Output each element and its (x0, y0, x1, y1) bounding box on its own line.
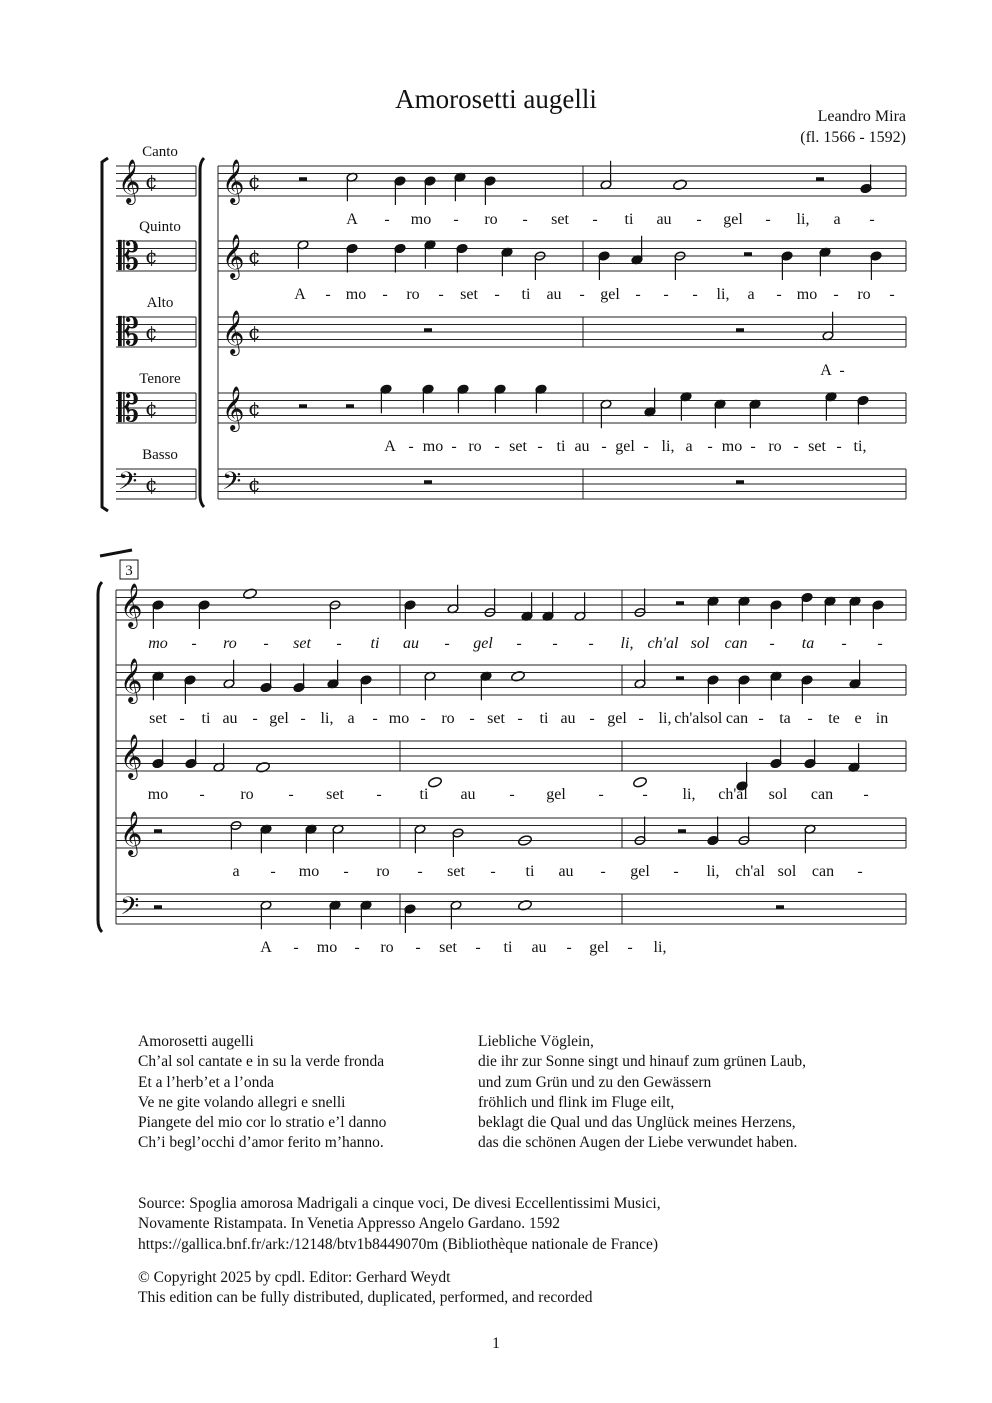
poem-german-line: und zum Grün und zu den Gewässern (478, 1073, 712, 1091)
lyric-hyphen: - (793, 438, 799, 455)
lyric-hyphen: - (453, 211, 459, 228)
source-line: Source: Spoglia amorosa Madrigali a cinque voci, De divesi Eccellentissimi Musici, (138, 1195, 661, 1212)
lyric-syllable: in (875, 710, 889, 727)
poem-italian-line: Ch’i begl’occhi d’amor ferito m’hanno. (138, 1134, 384, 1152)
lyric-syllable: a (747, 286, 755, 303)
lyric-syllable: ti (624, 211, 634, 228)
rest-mark (736, 480, 744, 484)
lyric-syllable: au (558, 863, 574, 880)
lyric-hyphen: - (601, 438, 607, 455)
lyric-hyphen: - (673, 863, 679, 880)
bass-clef-icon: 𝄢 (222, 467, 242, 502)
lyric-hyphen: - (589, 710, 595, 727)
lyric-hyphen: - (877, 635, 883, 652)
lyric-hyphen: - (579, 286, 585, 303)
lyric-hyphen: - (839, 362, 845, 379)
cut-time-icon: ¢ (145, 244, 158, 268)
rest-mark (299, 177, 307, 181)
lyric-hyphen: - (696, 211, 702, 228)
lyric-syllable: ti (419, 786, 429, 803)
lyric-syllable: a (833, 211, 841, 228)
page-title: Amorosetti augelli (395, 84, 597, 114)
lyric-hyphen: - (765, 211, 771, 228)
lyric-syllable: set (808, 438, 826, 455)
lyric-syllable: set (149, 710, 167, 727)
treble-clef-icon: 𝄞 (118, 159, 141, 203)
lyric-syllable: li, (796, 211, 810, 228)
lyric-hyphen: - (469, 710, 475, 727)
lyric-syllable: au (546, 286, 562, 303)
poem-italian-line: Ch’al sol cantate e in su la verde fronda (138, 1053, 385, 1071)
lyric-hyphen: - (841, 635, 847, 652)
cut-time-icon: ¢ (248, 169, 261, 193)
lyric-hyphen: - (836, 438, 842, 455)
lyric-syllable: set (293, 635, 311, 652)
lyric-syllable: set (487, 710, 505, 727)
cut-time-icon: ¢ (248, 244, 261, 268)
lyric-syllable: ro (380, 939, 394, 956)
lyric-syllable: gel (630, 863, 650, 880)
lyric-hyphen: - (354, 939, 360, 956)
rest-mark (346, 404, 354, 408)
rest-mark (676, 601, 684, 605)
voice-name: Basso (142, 447, 178, 463)
poem-italian-line: Ve ne gite volando allegri e snelli (138, 1093, 346, 1111)
page-number: 1 (492, 1335, 500, 1352)
lyric-syllable: set (551, 211, 569, 228)
lyric-syllable: mo (316, 939, 338, 956)
cut-time-icon: ¢ (145, 396, 158, 420)
lyric-syllable: ti (539, 710, 549, 727)
lyric-syllable: A (384, 438, 396, 455)
poem-german-line: das die schönen Augen der Liebe verwundet haben. (478, 1134, 798, 1152)
lyric-syllable: li, (320, 710, 334, 727)
lyric-syllable: ro (768, 438, 782, 455)
lyric-syllable: ch'al (718, 786, 748, 803)
lyric-syllable: ti (370, 635, 380, 652)
lyric-syllable: li, (653, 939, 667, 956)
poem-german-line: fröhlich und flink im Fluge eilt, (478, 1093, 675, 1111)
rest-mark (678, 829, 686, 833)
lyric-syllable: au (656, 211, 672, 228)
lyric-hyphen: - (758, 710, 764, 727)
lyric-syllable: li, (658, 710, 672, 727)
lyric-syllable: li, (620, 635, 634, 652)
lyric-hyphen: - (420, 710, 426, 727)
lyric-syllable: ro (441, 710, 455, 727)
lyric-hyphen: - (522, 211, 528, 228)
lyric-hyphen: - (475, 939, 481, 956)
lyric-hyphen: - (643, 438, 649, 455)
rest-mark (424, 480, 432, 484)
lyric-hyphen: - (270, 863, 276, 880)
lyric-syllable: mo (388, 710, 410, 727)
lyric-syllable: sol (777, 863, 797, 880)
lyric-syllable: gel (269, 710, 289, 727)
lyric-hyphen: - (438, 286, 444, 303)
lyric-syllable: mo (796, 286, 818, 303)
lyric-syllable: mo (298, 863, 320, 880)
lyric-hyphen: - (769, 635, 775, 652)
rest-mark (736, 328, 744, 332)
rest-mark (744, 252, 752, 256)
lyric-syllable: ro (223, 635, 237, 652)
rest-mark (676, 676, 684, 680)
poem-german-line: die ihr zur Sonne singt und hinauf zum grünen Laub, (478, 1053, 807, 1071)
lyric-syllable: li, (706, 863, 720, 880)
lyric-hyphen: - (382, 286, 388, 303)
lyric-hyphen: - (889, 286, 895, 303)
lyric-syllable: gel (589, 939, 609, 956)
note-head (428, 776, 443, 788)
lyric-syllable: set (447, 863, 465, 880)
cut-time-icon: ¢ (145, 320, 158, 344)
treble-clef-icon: 𝄞 (222, 159, 245, 203)
rest-mark (154, 829, 162, 833)
lyric-syllable: au (222, 710, 238, 727)
lyric-syllable: ti (201, 710, 211, 727)
lyric-hyphen: - (444, 635, 450, 652)
lyric-syllable: can (811, 863, 835, 880)
copyright-line: © Copyright 2025 by cpdl. Editor: Gerhard Weydt (138, 1269, 451, 1286)
lyric-hyphen: - (642, 786, 648, 803)
lyric-hyphen: - (384, 211, 390, 228)
lyric-hyphen: - (376, 786, 382, 803)
treble-clef-icon: 𝄞 (222, 386, 245, 430)
treble-clef-icon: 𝄞 (120, 811, 143, 855)
voice-name: Tenore (139, 371, 181, 387)
lyric-syllable: ch'al (735, 863, 765, 880)
lyric-hyphen: - (372, 710, 378, 727)
lyric-syllable: A (346, 211, 358, 228)
lyric-syllable: a (232, 863, 240, 880)
source-link[interactable]: https://gallica.bnf.fr/ark:/12148/btv1b8449070m (Bibliothèque nationale de France) (138, 1235, 658, 1253)
cut-time-icon: ¢ (145, 169, 158, 193)
rest-mark (299, 404, 307, 408)
lyric-syllable: mo (410, 211, 432, 228)
lyric-syllable: ti (521, 286, 531, 303)
lyric-hyphen: - (663, 286, 669, 303)
copyright-note (138, 1268, 593, 1309)
treble-clef-icon: 𝄞 (222, 310, 245, 354)
lyric-syllable: ti, (853, 438, 867, 455)
lyric-syllable: ch'al (674, 710, 704, 727)
lyric-hyphen: - (325, 286, 331, 303)
lyric-hyphen: - (199, 786, 205, 803)
lyric-syllable: au (560, 710, 576, 727)
lyric-syllable: ro (240, 786, 254, 803)
lyric-hyphen: - (494, 286, 500, 303)
cut-time-icon: ¢ (248, 396, 261, 420)
source-note (138, 1194, 661, 1255)
lyric-hyphen: - (509, 786, 515, 803)
lyric-hyphen: - (833, 286, 839, 303)
bass-clef-icon: 𝄢 (118, 467, 138, 502)
lyric-syllable: mo (721, 438, 743, 455)
composer-name: Leandro Mira (817, 108, 906, 125)
treble-clef-icon: 𝄞 (222, 234, 245, 278)
lyric-syllable: au (403, 635, 419, 652)
lyric-hyphen: - (494, 438, 500, 455)
lyric-hyphen: - (288, 786, 294, 803)
cut-time-icon: ¢ (248, 320, 261, 344)
lyric-hyphen: - (490, 863, 496, 880)
lyric-syllable: a (685, 438, 693, 455)
lyric-hyphen: - (408, 438, 414, 455)
lyric-syllable: a (347, 710, 355, 727)
lyric-syllable: te (828, 710, 840, 727)
lyric-syllable: can (725, 710, 749, 727)
lyric-hyphen: - (537, 438, 543, 455)
lyric-hyphen: - (252, 710, 258, 727)
license-line: This edition can be fully distributed, duplicated, performed, and recorded (138, 1289, 593, 1307)
alto-clef-icon: 𝄡 (118, 386, 140, 430)
lyric-syllable: A (294, 286, 306, 303)
lyric-syllable: ta (801, 635, 815, 652)
lyric-syllable: set (460, 286, 478, 303)
lyric-hyphen: - (627, 939, 633, 956)
measure-number: 3 (125, 563, 133, 579)
lyric-syllable: ro (468, 438, 482, 455)
lyric-syllable: mo (422, 438, 444, 455)
lyric-hyphen: - (516, 635, 522, 652)
voice-name: Quinto (139, 219, 181, 235)
lyric-syllable: gel (607, 710, 627, 727)
rest-mark (816, 177, 824, 181)
lyric-hyphen: - (417, 863, 423, 880)
bass-clef-icon: 𝄢 (120, 892, 140, 927)
lyric-syllable: e (854, 710, 862, 727)
lyric-hyphen: - (566, 939, 572, 956)
lyric-syllable: can (810, 786, 834, 803)
system-2 (98, 550, 906, 956)
lyric-hyphen: - (807, 710, 813, 727)
cut-time-icon: ¢ (145, 472, 158, 496)
system-bracket-top (100, 550, 132, 556)
lyric-hyphen: - (600, 863, 606, 880)
lyric-hyphen: - (692, 286, 698, 303)
lyric-syllable: ta (779, 710, 791, 727)
lyric-syllable: gel (473, 635, 493, 652)
lyric-hyphen: - (300, 710, 306, 727)
poem-german-line: Liebliche Vöglein, (478, 1033, 594, 1050)
lyric-hyphen: - (336, 635, 342, 652)
source-line: Novamente Ristampata. In Venetia Appresso Angelo Gardano. 1592 (138, 1215, 560, 1233)
alto-clef-icon: 𝄡 (118, 234, 140, 278)
lyric-syllable: gel (600, 286, 620, 303)
lyric-syllable: li, (682, 786, 696, 803)
lyric-syllable: ti (503, 939, 513, 956)
rest-mark (424, 328, 432, 332)
poem-italian-line: Et a l’herb’et a l’onda (138, 1073, 274, 1091)
lyric-hyphen: - (638, 710, 644, 727)
lyric-syllable: A (820, 362, 832, 379)
lyric-syllable: li, (661, 438, 675, 455)
lyric-syllable: ro (484, 211, 498, 228)
lyric-hyphen: - (592, 211, 598, 228)
poem-italian (138, 1032, 386, 1154)
lyric-syllable: set (326, 786, 344, 803)
lyric-syllable: au (460, 786, 476, 803)
lyric-syllable: can (724, 635, 748, 652)
system-1 (102, 144, 906, 511)
voice-name: Canto (142, 144, 178, 160)
alto-clef-icon: 𝄡 (118, 310, 140, 354)
lyric-syllable: ti (525, 863, 535, 880)
lyric-syllable: set (509, 438, 527, 455)
poem-italian-line: Piangete del mio cor lo stratio e’l danno (138, 1114, 387, 1132)
lyric-syllable: gel (615, 438, 635, 455)
lyric-hyphen: - (776, 286, 782, 303)
lyric-hyphen: - (263, 635, 269, 652)
lyric-syllable: sol (690, 635, 710, 652)
lyric-syllable: mo (148, 635, 168, 652)
lyric-syllable: ro (406, 286, 420, 303)
lyric-syllable: au (574, 438, 590, 455)
lyric-syllable: ch'al (647, 635, 679, 652)
lyric-hyphen: - (863, 786, 869, 803)
lyric-hyphen: - (293, 939, 299, 956)
cut-time-icon: ¢ (248, 472, 261, 496)
lyric-hyphen: - (635, 286, 641, 303)
lyric-syllable: gel (723, 211, 743, 228)
treble-clef-icon: 𝄞 (120, 583, 143, 627)
lyric-syllable: ro (376, 863, 390, 880)
voice-name: Alto (146, 295, 174, 311)
lyric-syllable: A (260, 939, 272, 956)
lyric-hyphen: - (750, 438, 756, 455)
lyric-hyphen: - (343, 863, 349, 880)
lyric-syllable: sol (768, 786, 788, 803)
system-bracket (200, 158, 204, 507)
lyric-hyphen: - (857, 863, 863, 880)
lyric-syllable: li, (716, 286, 730, 303)
system-bracket (98, 582, 102, 932)
lyric-hyphen: - (707, 438, 713, 455)
lyric-hyphen: - (552, 635, 558, 652)
rest-mark (154, 905, 162, 909)
lyric-hyphen: - (517, 710, 523, 727)
lyric-syllable: set (439, 939, 457, 956)
lyric-hyphen: - (588, 635, 594, 652)
treble-clef-icon: 𝄞 (120, 658, 143, 702)
lyric-hyphen: - (191, 635, 197, 652)
poem-german-line: beklagt die Qual und das Unglück meines Herzens, (478, 1114, 796, 1132)
rest-mark (776, 905, 784, 909)
lyric-syllable: ti (556, 438, 566, 455)
lyric-syllable: mo (345, 286, 367, 303)
lyric-syllable: mo (147, 786, 169, 803)
treble-clef-icon: 𝄞 (120, 734, 143, 778)
lyric-hyphen: - (415, 939, 421, 956)
lyric-hyphen: - (179, 710, 185, 727)
poem-german (478, 1032, 806, 1154)
lyric-hyphen: - (598, 786, 604, 803)
lyric-syllable: sol (703, 710, 723, 727)
poem-italian-line: Amorosetti augelli (138, 1033, 254, 1050)
lyric-hyphen: - (451, 438, 457, 455)
lyric-hyphen: - (869, 211, 875, 228)
lyric-syllable: ro (857, 286, 871, 303)
lyric-syllable: au (531, 939, 547, 956)
composer-dates: (fl. 1566 - 1592) (800, 129, 906, 146)
lyric-syllable: gel (546, 786, 566, 803)
incipit-bracket (102, 158, 108, 511)
